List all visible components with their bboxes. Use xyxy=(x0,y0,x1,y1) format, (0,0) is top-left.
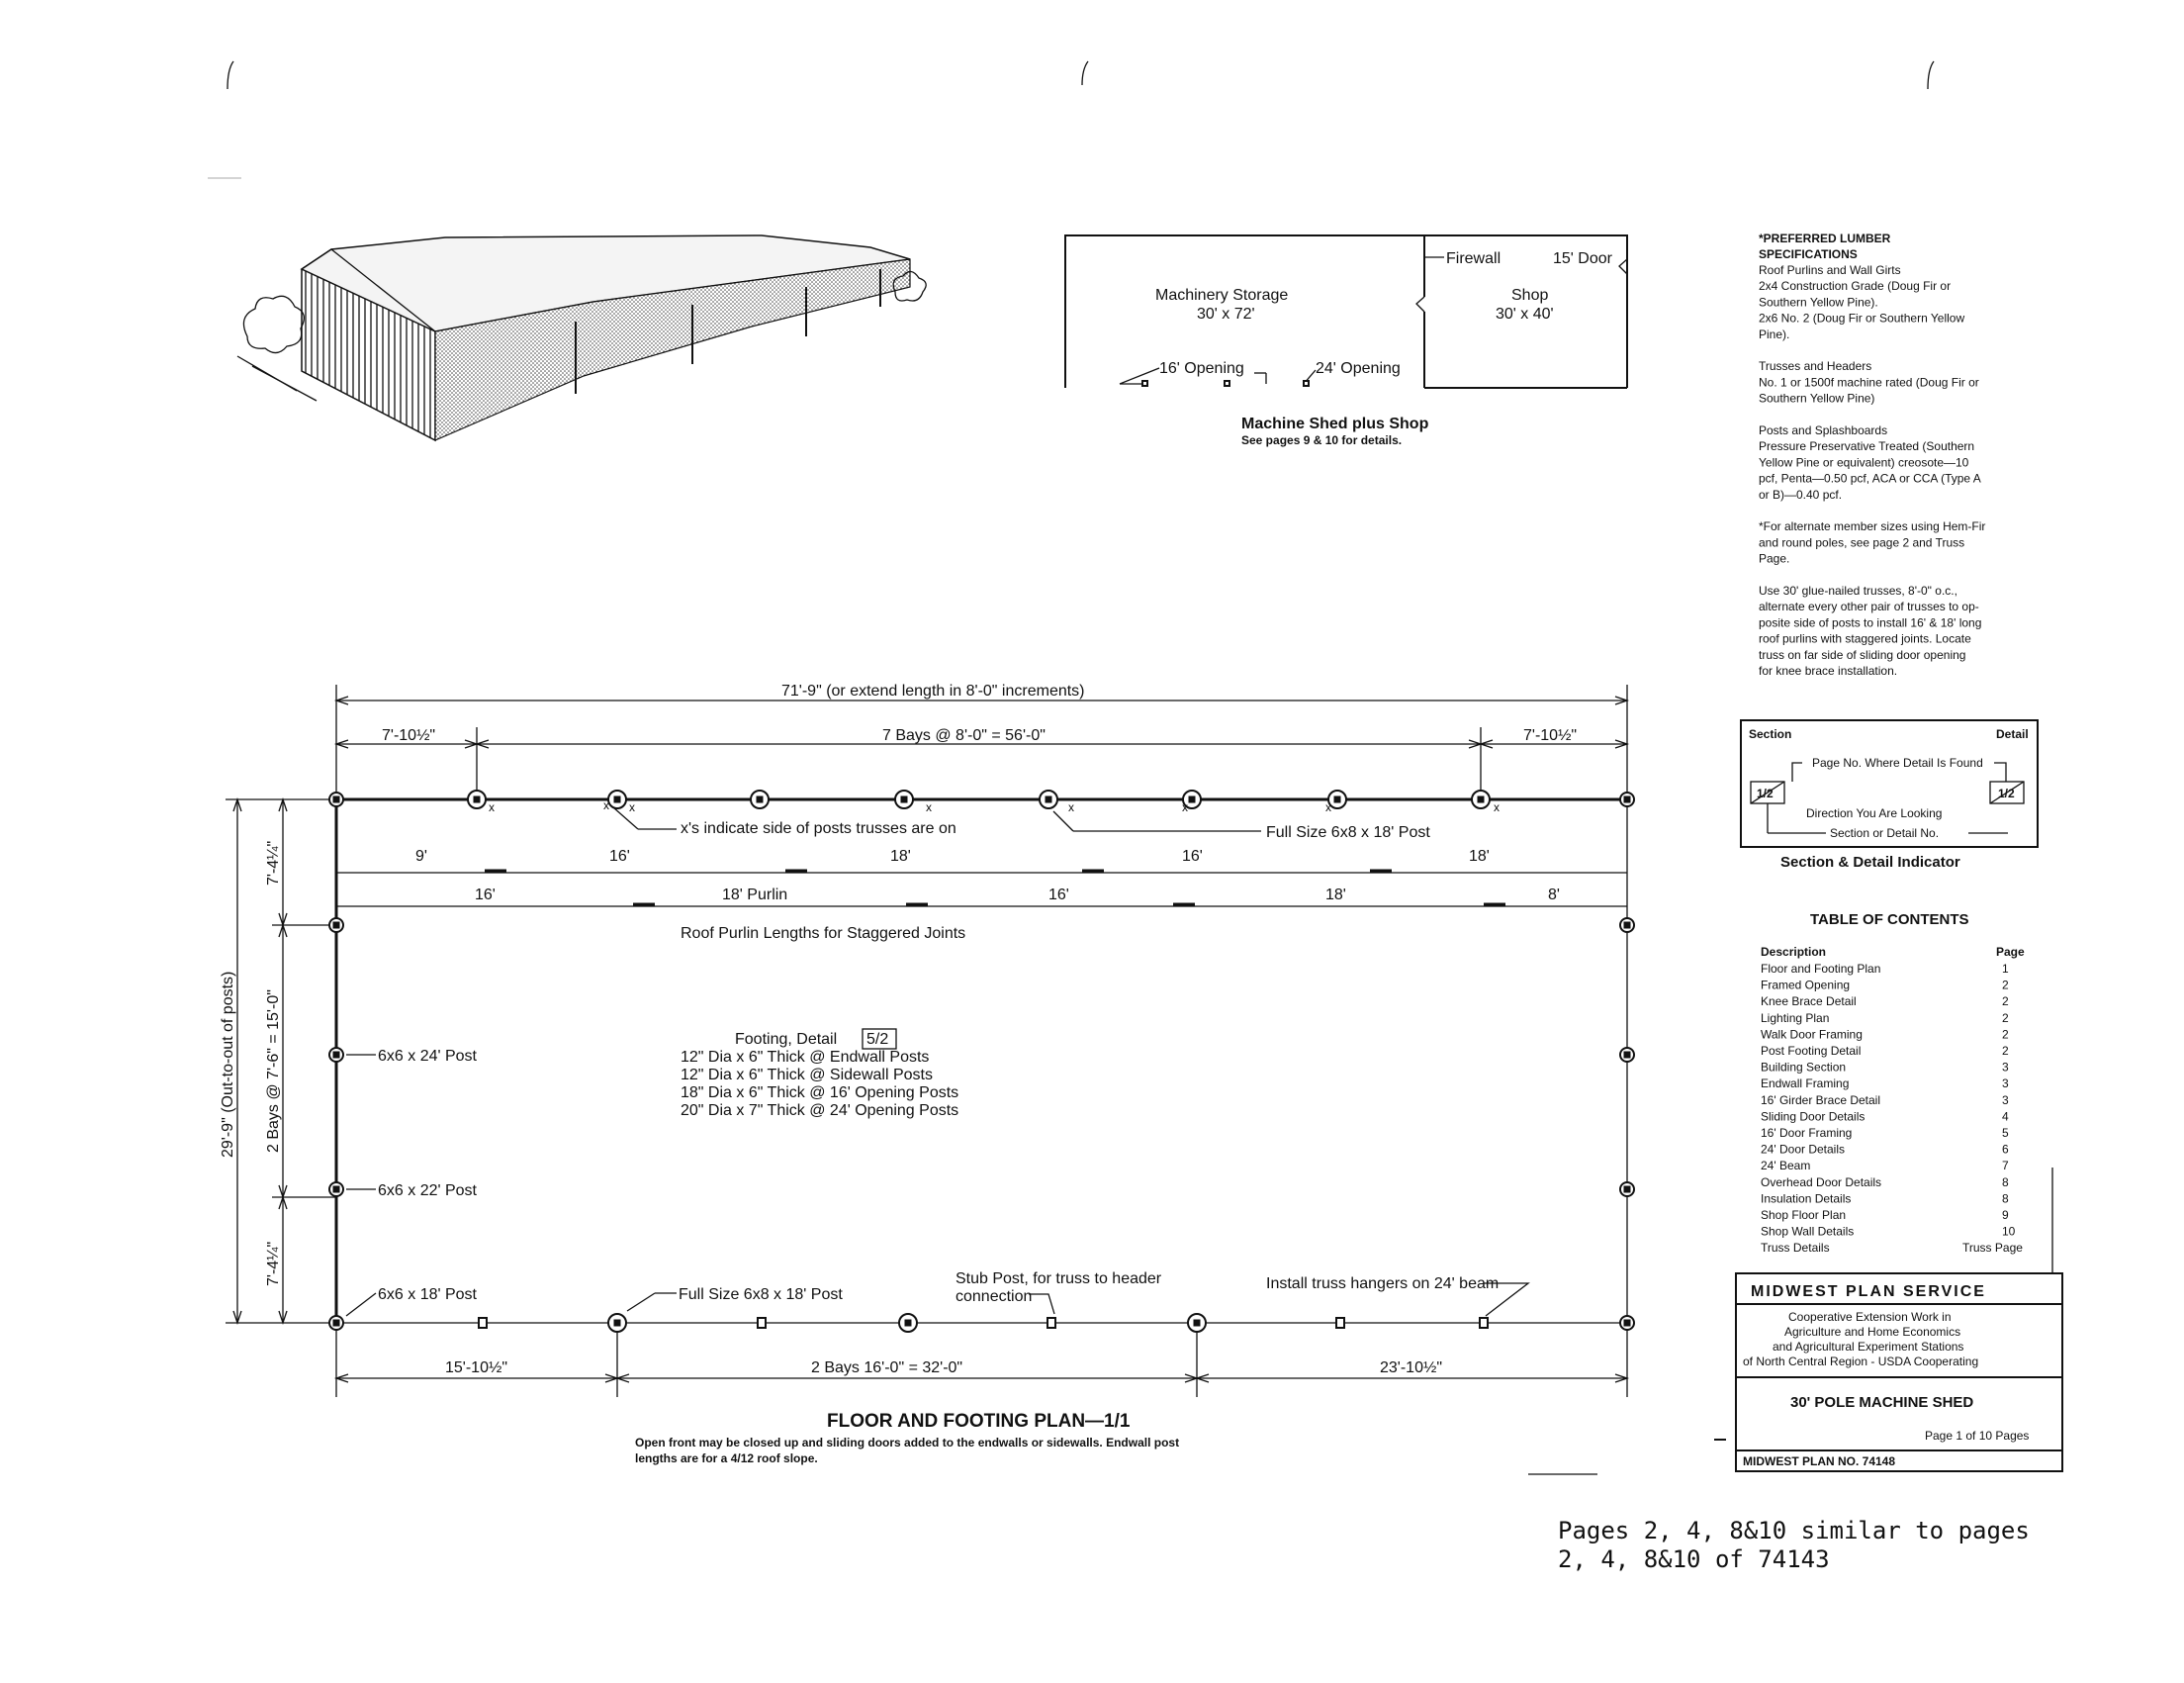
shop-plan-title: Machine Shed plus Shop xyxy=(1241,416,1429,432)
toc-row-page: 3 xyxy=(2002,1076,2009,1091)
spec-line: or B)—0.40 pcf. xyxy=(1759,487,1843,502)
dim-side-top: 7'-4¼" xyxy=(265,840,282,886)
dim-end-left: 7'-10½" xyxy=(382,727,436,744)
truss-side-mark: x xyxy=(1494,800,1500,814)
footing-lines xyxy=(681,1049,958,1119)
post-18-label: 6x6 x 18' Post xyxy=(378,1286,477,1303)
truss-side-note: x's indicate side of posts trusses are on xyxy=(681,820,956,837)
toc-row-description: Lighting Plan xyxy=(1761,1010,1830,1025)
footing-line: 12" Dia x 6" Thick @ Endwall Posts xyxy=(681,1049,930,1066)
spec-line: Page. xyxy=(1759,551,1790,566)
post-core xyxy=(1624,1320,1631,1327)
post-core xyxy=(333,1320,340,1327)
dim-bottom-right: 23'-10½" xyxy=(1380,1359,1442,1376)
indicator-direction: Direction You Are Looking xyxy=(1806,806,1943,820)
spec-line: pcf, Penta—0.50 pcf, ACA or CCA (Type A xyxy=(1759,471,1981,486)
door-15-label: 15' Door xyxy=(1553,250,1612,267)
purlin-length-row-2: 8' xyxy=(1548,887,1560,903)
floor-plan-note-1: Open front may be closed up and sliding doors added to the endwalls or sidewalls. Endwall post xyxy=(635,1436,1180,1449)
shop-label: Shop xyxy=(1511,287,1549,304)
post-core xyxy=(333,922,340,929)
dim-bottom-mid: 2 Bays 16'-0" = 32'-0" xyxy=(811,1359,963,1376)
specs-text-block xyxy=(1759,263,1985,678)
post-core xyxy=(333,1052,340,1059)
toc-rows xyxy=(1761,962,2023,1255)
stub-post xyxy=(1336,1318,1344,1328)
purlin-length-row-1: 18' xyxy=(1469,848,1490,865)
truss-side-mark: x xyxy=(1182,800,1188,814)
purlin-row-1 xyxy=(415,848,1490,871)
toc-row-page: 2 xyxy=(2002,978,2009,992)
toc-row-description: 24' Beam xyxy=(1761,1159,1811,1173)
toc-row-page: 2 xyxy=(2002,1010,2009,1025)
purlin-length-row-2: 16' xyxy=(1048,887,1069,903)
purlin-length-row-2: 16' xyxy=(475,887,496,903)
post-core xyxy=(614,796,621,803)
post-core xyxy=(1624,1186,1631,1193)
title-block-coop-3: and Agricultural Experiment Stations xyxy=(1773,1340,1964,1354)
full-size-post-bottom-label: Full Size 6x8 x 18' Post xyxy=(679,1286,843,1303)
stub-post xyxy=(758,1318,766,1328)
indicator-page-no: Page No. Where Detail Is Found xyxy=(1812,756,1983,770)
post-core xyxy=(757,796,764,803)
floor-footing-plan xyxy=(220,683,1634,1474)
toc-row-page: 3 xyxy=(2002,1060,2009,1075)
footing-line: 18" Dia x 6" Thick @ 16' Opening Posts xyxy=(681,1084,959,1101)
post-22-label: 6x6 x 22' Post xyxy=(378,1182,477,1199)
stub-post xyxy=(1480,1318,1488,1328)
purlin-length-row-1: 18' xyxy=(890,848,911,865)
post-core xyxy=(1624,922,1631,929)
toc-col-page: Page xyxy=(1996,945,2025,959)
spec-line: Use 30' glue-nailed trusses, 8'-0" o.c., xyxy=(1759,584,1957,598)
spec-line: Posts and Splashboards xyxy=(1759,423,1888,437)
purlin-length-row-1: 16' xyxy=(609,848,630,865)
post-core xyxy=(905,1320,912,1327)
toc-row-page: 10 xyxy=(2002,1224,2016,1239)
spec-line: Southern Yellow Pine) xyxy=(1759,391,1875,406)
stub-post xyxy=(479,1318,487,1328)
title-block-coop-1: Cooperative Extension Work in xyxy=(1788,1310,1952,1324)
toc-row-description: 24' Door Details xyxy=(1761,1142,1845,1157)
lumber-specifications xyxy=(1759,232,1985,678)
truss-side-mark: x xyxy=(1325,800,1331,814)
toc-row-page: 2 xyxy=(2002,1027,2009,1042)
toc-row-page: Truss Page xyxy=(1962,1241,2023,1256)
post-core xyxy=(333,796,340,803)
truss-side-mark: x xyxy=(1068,800,1074,814)
toc-row-page: 2 xyxy=(2002,1044,2009,1058)
spec-line: No. 1 or 1500f machine rated (Doug Fir or xyxy=(1759,375,1979,390)
footing-detail-ref: 5/2 xyxy=(866,1031,889,1048)
stub-post-label-2: connection xyxy=(956,1288,1033,1305)
toc-row-description: Shop Wall Details xyxy=(1761,1224,1855,1239)
title-block-page: Page 1 of 10 Pages xyxy=(1925,1429,2030,1443)
toc-row-description: Post Footing Detail xyxy=(1761,1044,1862,1058)
toc-row-description: Shop Floor Plan xyxy=(1761,1208,1847,1222)
purlin-row-2 xyxy=(475,887,1560,904)
footing-line: 20" Dia x 7" Thick @ 24' Opening Posts xyxy=(681,1102,959,1119)
toc-row-page: 2 xyxy=(2002,994,2009,1009)
spec-line: posite side of posts to install 16' & 18' long xyxy=(1759,615,1982,630)
spec-line: and round poles, see page 2 and Truss xyxy=(1759,535,1965,550)
spec-line: Southern Yellow Pine). xyxy=(1759,295,1878,310)
floor-plan-title: FLOOR AND FOOTING PLAN—1/1 xyxy=(827,1411,1131,1432)
truss-side-mark: x xyxy=(629,800,635,814)
toc-row-page: 8 xyxy=(2002,1174,2009,1189)
shed-perspective-sketch xyxy=(237,235,926,440)
toc-col-description: Description xyxy=(1761,945,1827,959)
purlin-length-row-1: 16' xyxy=(1182,848,1203,865)
purlin-caption: Roof Purlin Lengths for Staggered Joints xyxy=(681,925,966,942)
footing-line: 12" Dia x 6" Thick @ Sidewall Posts xyxy=(681,1067,933,1083)
spec-line: roof purlins with staggered joints. Locate xyxy=(1759,631,1971,646)
indicator-section: Section xyxy=(1749,727,1792,741)
indicator-section-no: Section or Detail No. xyxy=(1830,826,1940,840)
opening-16-label: 16' Opening xyxy=(1159,360,1244,377)
firewall-label: Firewall xyxy=(1446,250,1502,267)
floor-plan-note-2: lengths are for a 4/12 roof slope. xyxy=(635,1451,818,1465)
toc-row-page: 9 xyxy=(2002,1208,2009,1222)
toc-row-page: 6 xyxy=(2002,1142,2009,1157)
toc-row-description: Sliding Door Details xyxy=(1761,1109,1866,1124)
stub-post xyxy=(1047,1318,1055,1328)
opening-24-label: 24' Opening xyxy=(1316,360,1401,377)
spec-line: Roof Purlins and Wall Girts xyxy=(1759,263,1901,277)
post-core xyxy=(1194,1320,1201,1327)
post-core xyxy=(901,796,908,803)
specs-heading-1: *PREFERRED LUMBER xyxy=(1759,232,1891,245)
post-core xyxy=(1334,796,1341,803)
dim-bays: 7 Bays @ 8'-0" = 56'-0" xyxy=(882,727,1046,744)
section-detail-indicator xyxy=(1741,720,2038,871)
purlin-length-row-1: 9' xyxy=(415,848,427,865)
table-of-contents xyxy=(1761,911,2025,1255)
post-core xyxy=(614,1320,621,1327)
dim-overall-length: 71'-9" (or extend length in 8'-0" increments) xyxy=(781,683,1085,700)
title-block-coop-4: of North Central Region - USDA Cooperating xyxy=(1743,1355,1979,1368)
spec-line: truss on far side of sliding door opening xyxy=(1759,647,1966,662)
dim-bottom-left: 15'-10½" xyxy=(445,1359,507,1376)
full-size-post-top-label: Full Size 6x8 x 18' Post xyxy=(1266,824,1430,841)
truss-side-mark: x xyxy=(489,800,495,814)
toc-row-page: 3 xyxy=(2002,1092,2009,1107)
posts-layer xyxy=(329,791,1634,1332)
post-core xyxy=(1624,796,1631,803)
post-core xyxy=(333,1186,340,1193)
toc-title: TABLE OF CONTENTS xyxy=(1810,911,1969,928)
dim-side-bottom: 7'-4¼" xyxy=(265,1241,282,1286)
title-block-org: MIDWEST PLAN SERVICE xyxy=(1751,1283,1986,1300)
title-block-plan-no: MIDWEST PLAN NO. 74148 xyxy=(1743,1454,1896,1468)
machinery-storage-label: Machinery Storage xyxy=(1155,287,1289,304)
post-24-label: 6x6 x 24' Post xyxy=(378,1048,477,1065)
post-core xyxy=(1189,796,1196,803)
toc-row-description: Walk Door Framing xyxy=(1761,1027,1863,1042)
toc-row-description: Floor and Footing Plan xyxy=(1761,962,1881,976)
shop-size: 30' x 40' xyxy=(1496,306,1554,323)
footnote-line-2: 2, 4, 8&10 of 74143 xyxy=(1558,1545,1830,1573)
spec-line: Yellow Pine or equivalent) creosote—10 xyxy=(1759,455,1969,470)
toc-row-page: 8 xyxy=(2002,1191,2009,1206)
toc-row-page: 7 xyxy=(2002,1159,2009,1173)
toc-row-page: 5 xyxy=(2002,1126,2009,1140)
specs-heading-2: SPECIFICATIONS xyxy=(1759,247,1858,261)
post-core xyxy=(474,796,481,803)
indicator-right-ref: 1/2 xyxy=(1998,787,2015,800)
toc-row-description: Truss Details xyxy=(1761,1241,1830,1256)
spec-line: Trusses and Headers xyxy=(1759,359,1872,374)
shop-plan-subtitle: See pages 9 & 10 for details. xyxy=(1241,433,1403,447)
truss-hangers-label: Install truss hangers on 24' beam xyxy=(1266,1275,1500,1292)
footing-title: Footing, Detail xyxy=(735,1031,838,1048)
toc-row-description: Knee Brace Detail xyxy=(1761,994,1857,1009)
machine-shed-plus-shop-plan xyxy=(1065,235,1627,447)
spec-line: for knee brace installation. xyxy=(1759,664,1898,678)
dim-side-mid: 2 Bays @ 7'-6" = 15'-0" xyxy=(265,989,282,1153)
indicator-detail: Detail xyxy=(1996,727,2029,741)
toc-row-description: Endwall Framing xyxy=(1761,1076,1850,1091)
spec-line: alternate every other pair of trusses to op- xyxy=(1759,600,1979,614)
toc-row-description: 16' Door Framing xyxy=(1761,1126,1853,1140)
machinery-storage-size: 30' x 72' xyxy=(1197,306,1255,323)
toc-row-page: 4 xyxy=(2002,1109,2009,1124)
toc-row-page: 1 xyxy=(2002,962,2009,976)
toc-row-description: Overhead Door Details xyxy=(1761,1174,1882,1189)
spec-line: Pine). xyxy=(1759,327,1790,341)
truss-side-mark: x xyxy=(603,798,609,812)
purlin-length-row-2: 18' xyxy=(1325,887,1346,903)
spec-line: 2x6 No. 2 (Doug Fir or Southern Yellow xyxy=(1759,311,1965,326)
footnote-line-1: Pages 2, 4, 8&10 similar to pages xyxy=(1558,1517,2030,1544)
toc-row-description: Building Section xyxy=(1761,1060,1847,1075)
stub-post-label-1: Stub Post, for truss to header xyxy=(956,1270,1162,1287)
toc-row-description: Framed Opening xyxy=(1761,978,1851,992)
post-core xyxy=(1624,1052,1631,1059)
toc-row-description: Insulation Details xyxy=(1761,1191,1852,1206)
toc-row-description: 16' Girder Brace Detail xyxy=(1761,1092,1881,1107)
title-block-coop-2: Agriculture and Home Economics xyxy=(1784,1325,1961,1339)
purlin-length-row-2: 18' Purlin xyxy=(722,887,788,903)
title-block-name: 30' POLE MACHINE SHED xyxy=(1790,1394,1974,1411)
spec-line: 2x4 Construction Grade (Doug Fir or xyxy=(1759,279,1952,294)
indicator-caption: Section & Detail Indicator xyxy=(1780,854,1960,871)
dim-end-right: 7'-10½" xyxy=(1523,727,1578,744)
post-core xyxy=(1478,796,1485,803)
truss-side-mark: x xyxy=(926,800,932,814)
post-core xyxy=(1046,796,1052,803)
dim-overall-depth: 29'-9" (Out-to-out of posts) xyxy=(220,971,236,1158)
spec-line: Pressure Preservative Treated (Southern xyxy=(1759,439,1975,454)
indicator-left-ref: 1/2 xyxy=(1757,787,1774,800)
spec-line: *For alternate member sizes using Hem-Fir xyxy=(1759,519,1986,534)
